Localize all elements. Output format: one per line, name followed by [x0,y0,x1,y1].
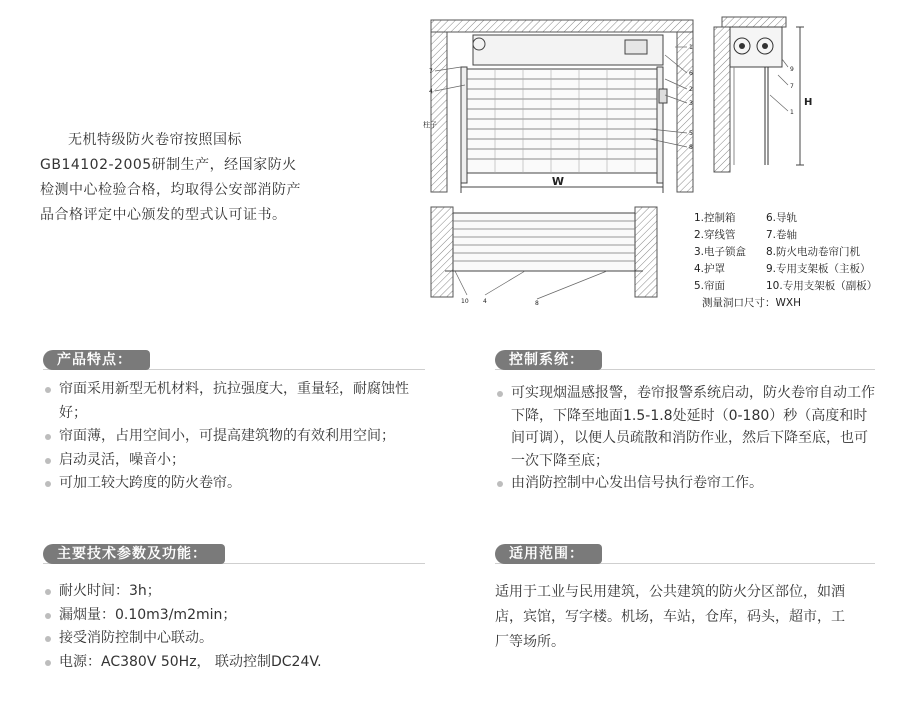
legend-item: 6.导轨 [766,212,798,224]
specs-list [43,580,425,674]
features-title: 产品特点： [43,350,150,370]
list-item: 帘面薄，占用空间小，可提高建筑物的有效利用空间； [43,425,425,449]
legend-row [694,278,904,295]
list-item: 接受消防控制中心联动。 [43,627,425,651]
width-dimension-label: W [551,175,565,188]
front-label-5: 5 [689,130,693,137]
plan-label-8: 8 [535,300,539,307]
specs-header [43,544,425,566]
legend-item: 5.帘面 [694,280,726,292]
legend-row [694,261,904,278]
legend-row [694,227,904,244]
side-label-7: 7 [790,83,794,90]
legend-item: 8.防火电动卷帘门机 [766,246,861,258]
list-item: 由消防控制中心发出信号执行卷帘工作。 [495,472,875,495]
legend-item: 10.专用支架板（副板） [766,280,878,292]
features-list [43,378,425,496]
front-label-3: 3 [689,100,693,107]
specs-title: 主要技术参数及功能： [43,544,225,564]
side-label-1: 1 [790,109,794,116]
height-dimension-label: H [804,97,813,108]
plan-view-drawing [425,205,675,310]
scope-section [495,544,875,655]
control-title: 控制系统： [495,350,602,370]
list-item: 可加工较大跨度的防火卷帘。 [43,472,425,496]
wall-column-label: 柱子 [423,121,437,129]
legend-row [694,210,904,227]
side-section-drawing [708,15,818,185]
list-item: 电源：AC380V 50Hz， 联动控制DC24V. [43,651,425,675]
list-item: 漏烟量：0.10m3/m2min； [43,604,425,628]
front-label-2: 2 [689,86,693,93]
list-item: 耐火时间：3h； [43,580,425,604]
front-label-8: 8 [689,144,693,151]
control-list [495,382,875,495]
specs-section [43,544,425,674]
legend-item: 4.护罩 [694,263,726,275]
parts-legend [694,210,904,312]
legend-item: 9.专用支架板（主板） [766,263,871,275]
measure-note: 测量洞口尺寸：WXH [702,297,801,309]
features-section [43,350,425,496]
front-label-4: 4 [429,88,433,95]
legend-item: 2.穿线管 [694,229,736,241]
plan-label-10: 10 [461,298,469,305]
plan-label-4: 4 [483,298,487,305]
intro-paragraph: 无机特级防火卷帘按照国标GB14102-2005研制生产，经国家防火检测中心检验合格，均取得公安部消防产品合格评定中心颁发的型式认可证书。 [40,132,301,223]
list-item: 可实现烟温感报警，卷帘报警系统启动，防火卷帘自动工作下降，下降至地面1.5-1.8处延时（0-180）秒（高度和时间可调），以便人员疏散和消防作业，然后下降至底，也可一次下降至底； [495,382,875,472]
legend-item: 1.控制箱 [694,212,736,224]
list-item: 启动灵活，噪音小； [43,449,425,473]
front-label-6: 6 [689,70,693,77]
legend-item: 3.电子锁盒 [694,246,747,258]
front-label-1: 1 [689,44,693,51]
control-header [495,350,875,372]
front-label-7: 7 [429,68,433,75]
side-label-9: 9 [790,66,794,73]
scope-title: 适用范围： [495,544,602,564]
legend-item: 7.卷轴 [766,229,798,241]
features-header [43,350,425,372]
scope-header [495,544,875,566]
scope-paragraph: 适用于工业与民用建筑，公共建筑的防火分区部位，如酒店，宾馆，写字楼。机场，车站，仓库，码头，超市，工厂等场所。 [495,584,845,650]
legend-row [694,244,904,261]
list-item: 帘面采用新型无机材料，抗拉强度大，重量轻，耐腐蚀性好； [43,378,425,425]
control-section [495,350,875,495]
front-elevation-drawing [425,15,710,200]
